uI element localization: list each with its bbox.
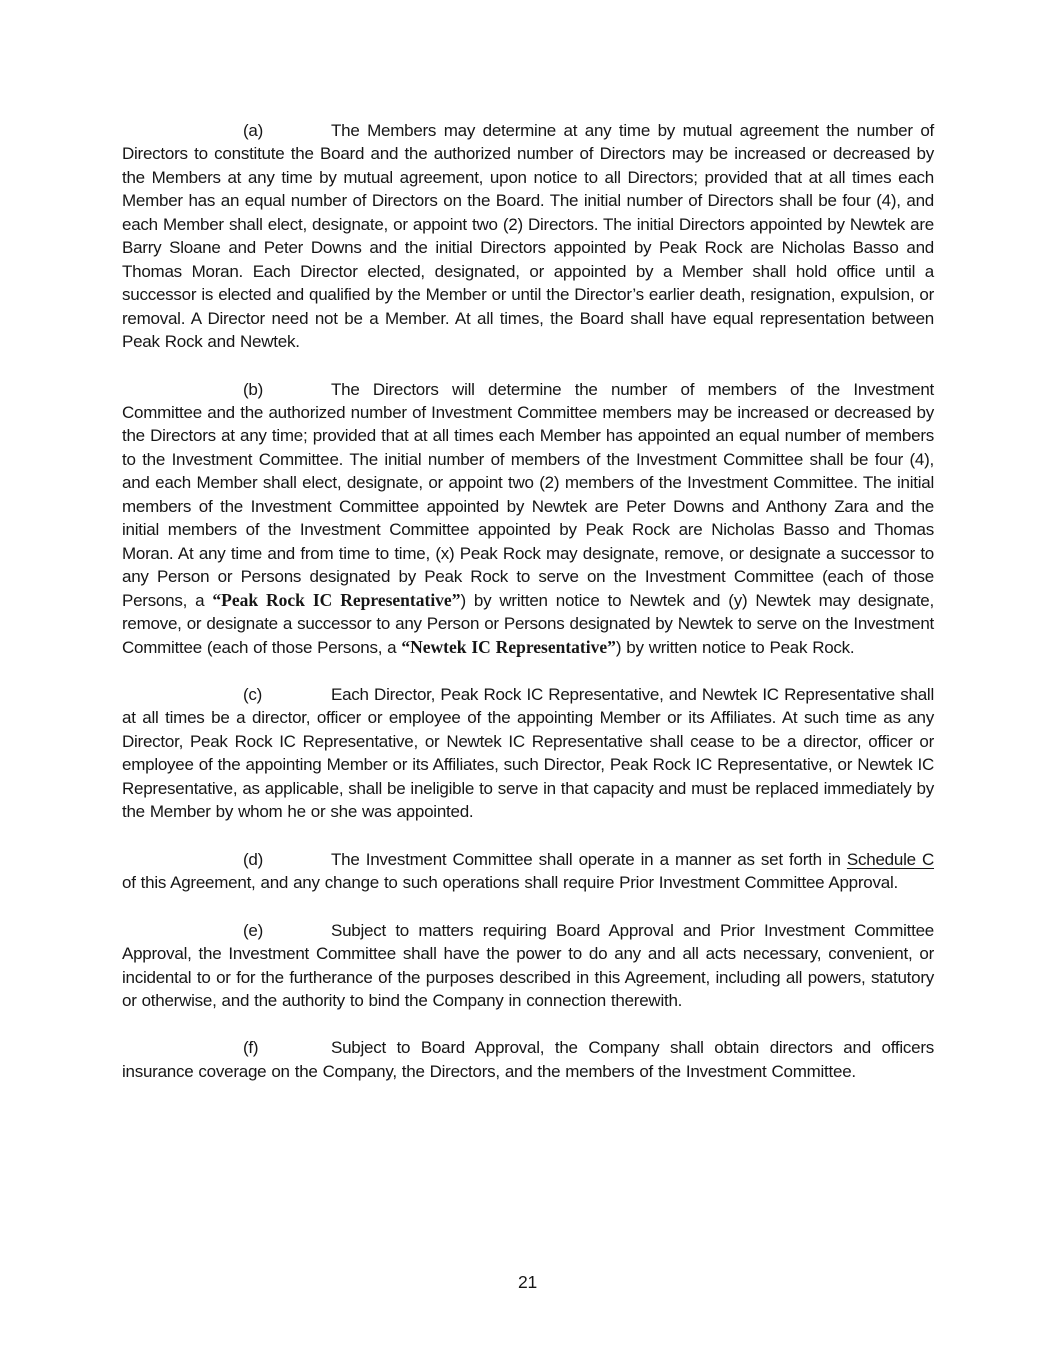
paragraph-f [122, 1036, 934, 1083]
paragraph-a [122, 119, 934, 354]
document-body [122, 119, 934, 1083]
text-run: ) by written notice to Peak Rock. [615, 637, 855, 657]
paragraph-label: (e) [243, 920, 264, 940]
paragraph-label: (f) [243, 1038, 259, 1058]
text-run: Subject to matters requiring Board Approval and Prior Investment Committee Approval, the Investment Committee shall have the power to do any and all acts necessary, convenient, or incidental to or for the furtherance of the purposes described in this Agreement, including all powers, statutory or otherwise, and the authority to bind the Company in connection therewith. [122, 920, 934, 1010]
paragraph-b [122, 378, 934, 659]
defined-term: “Peak Rock IC Representative” [212, 589, 461, 610]
paragraph-c [122, 683, 934, 824]
text-run: ) by written notice to Newtek and (y) Newtek may designate, remove, or designate a successor to any Person or Persons designated by Newtek to serve on the Investment Committee (each of those Persons, a [122, 590, 934, 657]
text-run: Subject to Board Approval, the Company shall obtain directors and officers insurance coverage on the Company, the Directors, and the members of the Investment Committee. [122, 1038, 934, 1081]
text-run: The Directors will determine the number of members of the Investment Committee and the authorized number of Investment Committee members may be increased or decreased by the Directors at any time; provided that at all times each Member has appointed an equal number of members to the Investment Committee. The initial number of members of the Investment Committee shall be four (4), and each Member shall elect, designate, or appoint two (2) members of the Investment Committee. The initial members of the Investment Committee appointed by Newtek are Peter Downs and Anthony Zara and the initial members of the Investment Committee appointed by Peak Rock are Nicholas Basso and Thomas Moran. At any time and from time to time, (x) Peak Rock may designate, remove, or designate a successor to any Person or Persons designated by Peak Rock to serve on the Investment Committee (each of those Persons, a [122, 379, 934, 610]
text-run: Each Director, Peak Rock IC Representative, and Newtek IC Representative shall at all times be a director, officer or employee of the appointing Member or its Affiliates. At such time as any Director, Peak Rock IC Representative, or Newtek IC Representative shall cease to be a director, officer or employee of the appointing Member or its Affiliates, such Director, Peak Rock IC Representative, or Newtek IC Representative, as applicable, shall be ineligible to serve in that capacity and must be replaced immediately by the Member by whom he or she was appointed. [122, 684, 934, 822]
paragraph-e [122, 919, 934, 1013]
page-number: 21 [517, 1272, 538, 1292]
defined-term: “Newtek IC Representative” [401, 636, 616, 657]
text-run: The Investment Committee shall operate in a manner as set forth in [331, 849, 847, 869]
paragraph-label: (d) [243, 849, 264, 869]
paragraph-label: (b) [243, 379, 264, 399]
paragraph-label: (c) [243, 684, 263, 704]
text-run: of this Agreement, and any change to such operations shall require Prior Investment Committee Approval. [122, 873, 898, 893]
paragraph-d [122, 848, 934, 895]
text-run: The Members may determine at any time by mutual agreement the number of Directors to constitute the Board and the authorized number of Directors may be increased or decreased by the Members at any time by mutual agreement, upon notice to all Directors; provided that at all times each Member has an equal number of Directors on the Board. The initial number of Directors shall be four (4), and each Member shall elect, designate, or appoint two (2) Directors. The initial Directors appointed by Newtek are Barry Sloane and Peter Downs and the initial Directors appointed by Peak Rock are Nicholas Basso and Thomas Moran. Each Director elected, designated, or appointed by a Member shall hold office until a successor is elected and qualified by the Member or until the Director’s earlier death, resignation, expulsion, or removal. A Director need not be a Member. At all times, the Board shall have equal representation between Peak Rock and Newtek. [122, 121, 934, 352]
cross-reference: Schedule C [846, 849, 935, 869]
paragraph-label: (a) [243, 121, 264, 140]
